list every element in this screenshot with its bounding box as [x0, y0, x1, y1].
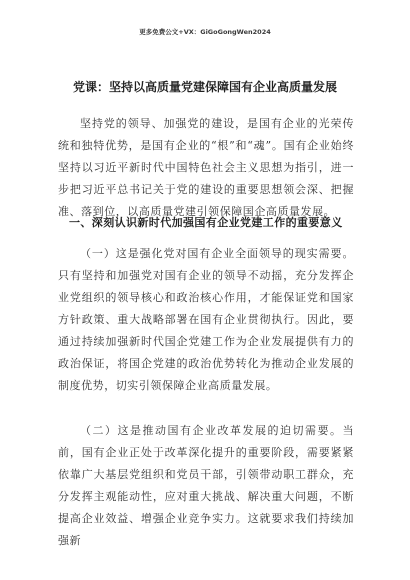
intro-paragraph: 坚持党的领导、加强党的建设，是国有企业的光荣传统和独特优势，是国有企业的“根”和“魂”。国有企业始终坚持以习近平新时代中国特色社会主义思想为指引，进一步把习近平总书记关于党的建设的重要思想领会深、把握准、落到位，以高质量党建引领保障国企高质量发展。: [58, 117, 354, 218]
body-paragraph-2: （二）这是推动国有企业改革发展的迫切需要。当前，国有企业正处于改革深化提升的重要阶段，需要紧紧依靠广大基层党组织和党员干部，引领带动职工群众，充分发挥主观能动性，应对重大挑战、解决重大问题，不断提高企业效益、增强企业竞争实力。这就要求我们持续加强新: [58, 424, 354, 547]
header-note: 更多免费公文+VX：GiGoGongWen2024: [139, 28, 271, 36]
document-title: 党课：坚持以高质量党建保障国有企业高质量发展: [72, 80, 337, 94]
section-heading: 一、深刻认识新时代加强国有企业党建工作的重要意义: [69, 216, 343, 229]
body-paragraph-1: （一）这是强化党对国有企业全面领导的现实需要。只有坚持和加强党对国有企业的领导不动摇，充分发挥企业党组织的领导核心和政治核心作用，才能保证党和国家方针政策、重大战略部署在国有企业贯彻执行。因此，要通过持续加强新时代国企党建工作为企业发展提供有力的政治保证，将国企党建的政治优势转化为推动企业发展的制度优势，切实引领保障企业高质量发展。: [58, 247, 354, 392]
